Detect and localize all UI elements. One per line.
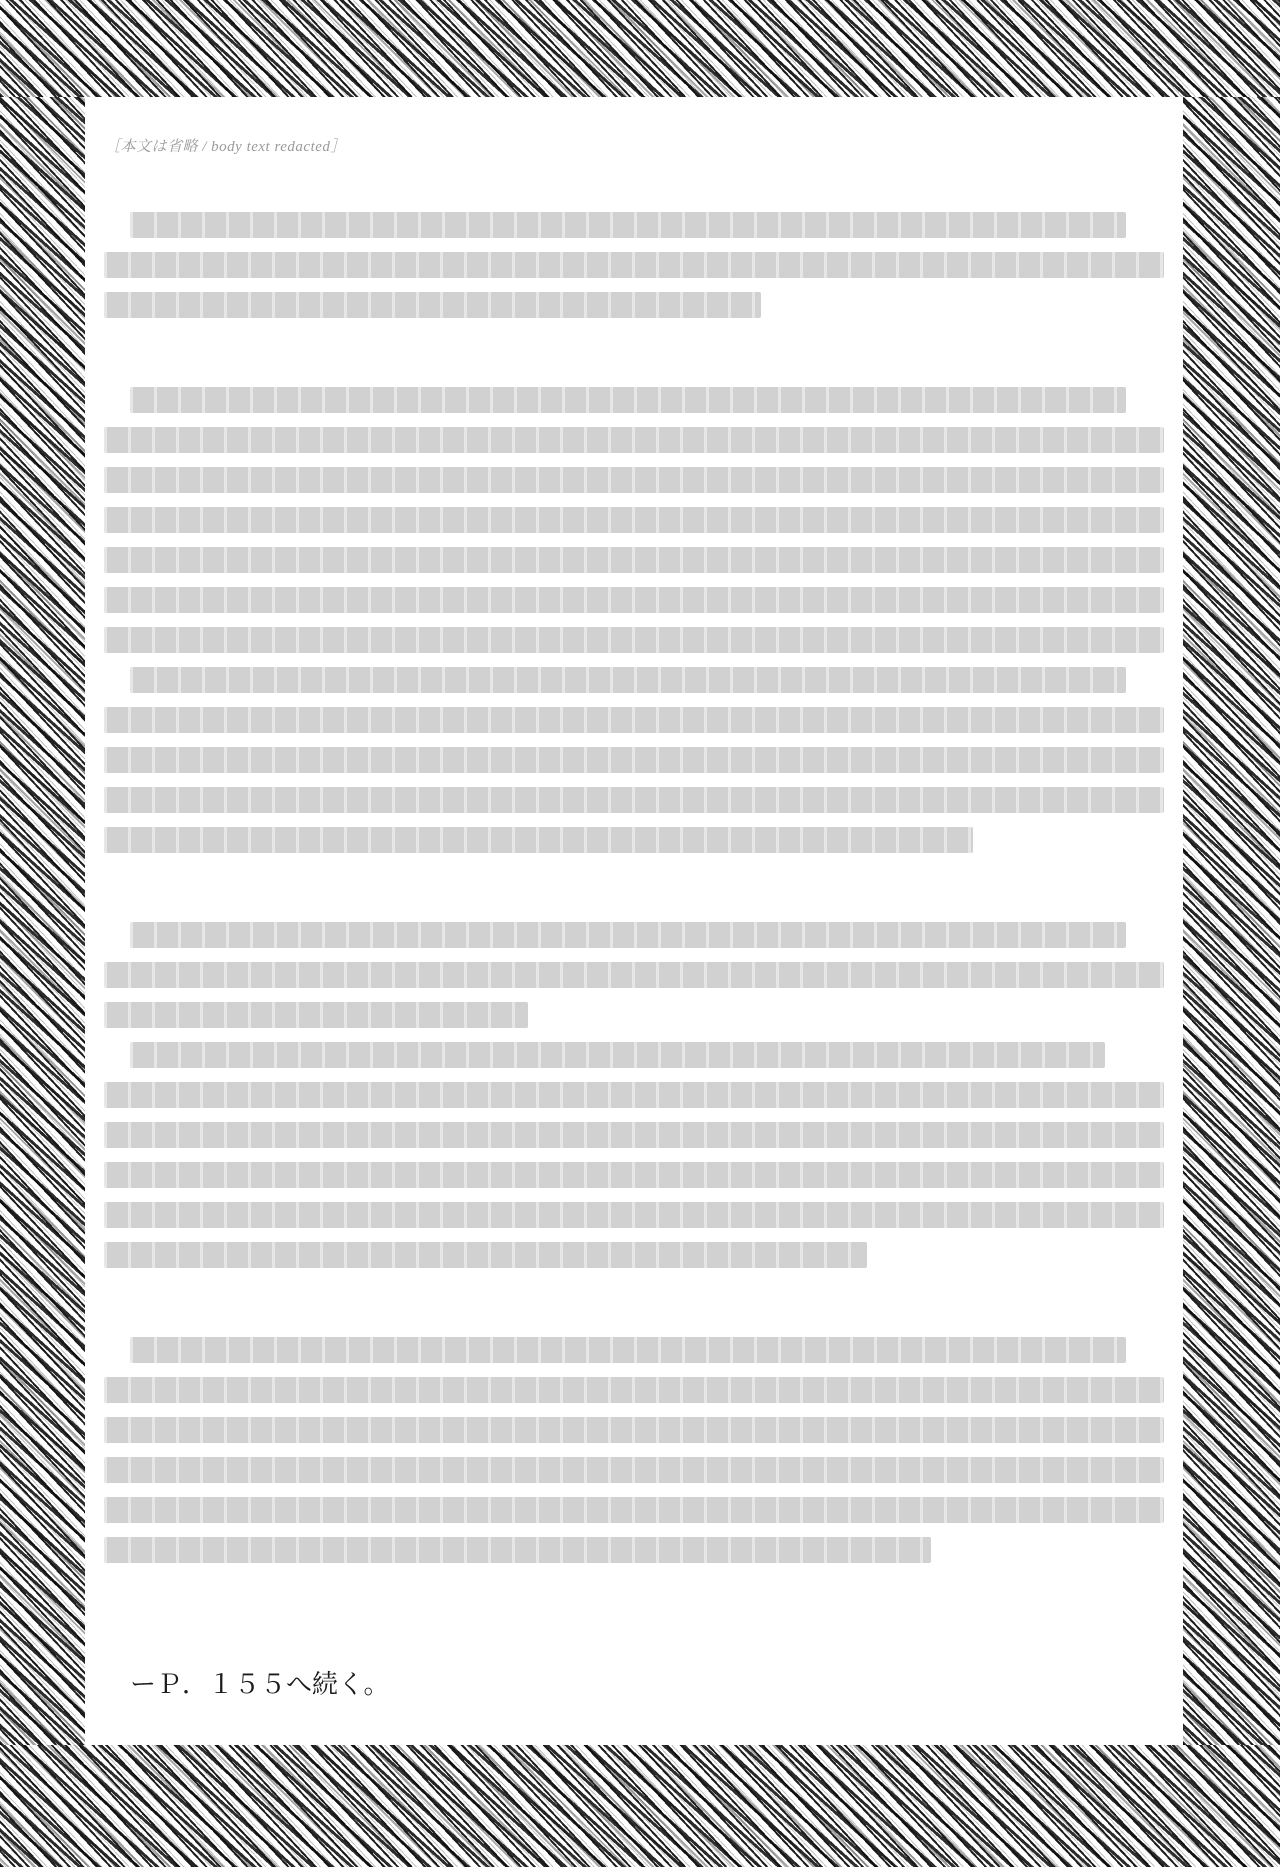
redacted-line-bar bbox=[104, 467, 1164, 493]
redacted-line-bar bbox=[130, 387, 1126, 413]
redacted-text-line bbox=[104, 740, 1164, 780]
redacted-line-bar bbox=[104, 427, 1164, 453]
redacted-line-bar bbox=[104, 1122, 1164, 1148]
redacted-line-bar bbox=[104, 1497, 1164, 1523]
redacted-line-bar bbox=[104, 1242, 867, 1268]
redacted-text-line bbox=[104, 380, 1164, 420]
redacted-text-line bbox=[104, 915, 1164, 955]
redacted-text-line bbox=[104, 1075, 1164, 1115]
redacted-line-bar bbox=[130, 1042, 1105, 1068]
redacted-line-bar bbox=[130, 922, 1126, 948]
redacted-text-line bbox=[104, 1410, 1164, 1450]
redacted-line-bar bbox=[104, 707, 1164, 733]
redacted-line-bar bbox=[104, 1377, 1164, 1403]
redacted-text-line bbox=[104, 245, 1164, 285]
redacted-line-bar bbox=[104, 747, 1164, 773]
redacted-text-line bbox=[104, 500, 1164, 540]
border-hatch-top bbox=[0, 0, 1280, 97]
redacted-line-bar bbox=[104, 1082, 1164, 1108]
redacted-line-bar bbox=[104, 787, 1164, 813]
redacted-text-line bbox=[104, 780, 1164, 820]
redacted-text-line bbox=[104, 620, 1164, 660]
continued-note: ーＰ．１５５へ続く。 bbox=[130, 1670, 390, 1699]
redacted-text-line bbox=[104, 1195, 1164, 1235]
redacted-text-line bbox=[104, 1450, 1164, 1490]
redacted-line-bar bbox=[104, 252, 1164, 278]
redacted-text-line bbox=[104, 1330, 1164, 1370]
scanned-page bbox=[85, 97, 1183, 1745]
redacted-line-bar bbox=[104, 1202, 1164, 1228]
redacted-text-line bbox=[104, 460, 1164, 500]
redacted-line-bar bbox=[104, 547, 1164, 573]
redacted-text-line bbox=[104, 1235, 1164, 1275]
redacted-line-bar bbox=[104, 587, 1164, 613]
redacted-text-line bbox=[104, 420, 1164, 460]
redacted-text-line bbox=[104, 1490, 1164, 1530]
redacted-text-line bbox=[104, 1155, 1164, 1195]
redacted-text-line bbox=[104, 1115, 1164, 1155]
redacted-line-bar bbox=[104, 1457, 1164, 1483]
redacted-text-line bbox=[104, 205, 1164, 245]
redacted-text-line bbox=[104, 995, 1164, 1035]
redacted-line-bar bbox=[104, 1162, 1164, 1188]
redacted-line-bar bbox=[104, 827, 973, 853]
redacted-text-line bbox=[104, 660, 1164, 700]
redacted-line-bar bbox=[104, 1002, 528, 1028]
redacted-text-line bbox=[104, 1370, 1164, 1410]
redacted-text-line bbox=[104, 1035, 1164, 1075]
redacted-text-line bbox=[104, 820, 1164, 860]
border-hatch-right bbox=[1183, 97, 1280, 1745]
redacted-text-line bbox=[104, 540, 1164, 580]
redacted-text-line bbox=[104, 955, 1164, 995]
redacted-line-bar bbox=[104, 627, 1164, 653]
redacted-line-bar bbox=[104, 292, 761, 318]
redacted-line-bar bbox=[104, 1417, 1164, 1443]
redacted-text-line bbox=[104, 1530, 1164, 1570]
redacted-line-bar bbox=[130, 667, 1126, 693]
redacted-text-line bbox=[104, 700, 1164, 740]
redaction-notice: ［本文は省略 / body text redacted］ bbox=[105, 139, 346, 155]
redacted-line-bar bbox=[130, 1337, 1126, 1363]
document-text bbox=[104, 205, 1164, 1705]
redacted-text-line bbox=[104, 580, 1164, 620]
redacted-text-line bbox=[104, 285, 1164, 325]
redacted-line-bar bbox=[104, 962, 1164, 988]
redacted-line-bar bbox=[104, 1537, 931, 1563]
redacted-line-bar bbox=[104, 507, 1164, 533]
redacted-line-bar bbox=[130, 212, 1126, 238]
border-hatch-bottom bbox=[0, 1745, 1280, 1867]
border-hatch-left bbox=[0, 97, 85, 1745]
